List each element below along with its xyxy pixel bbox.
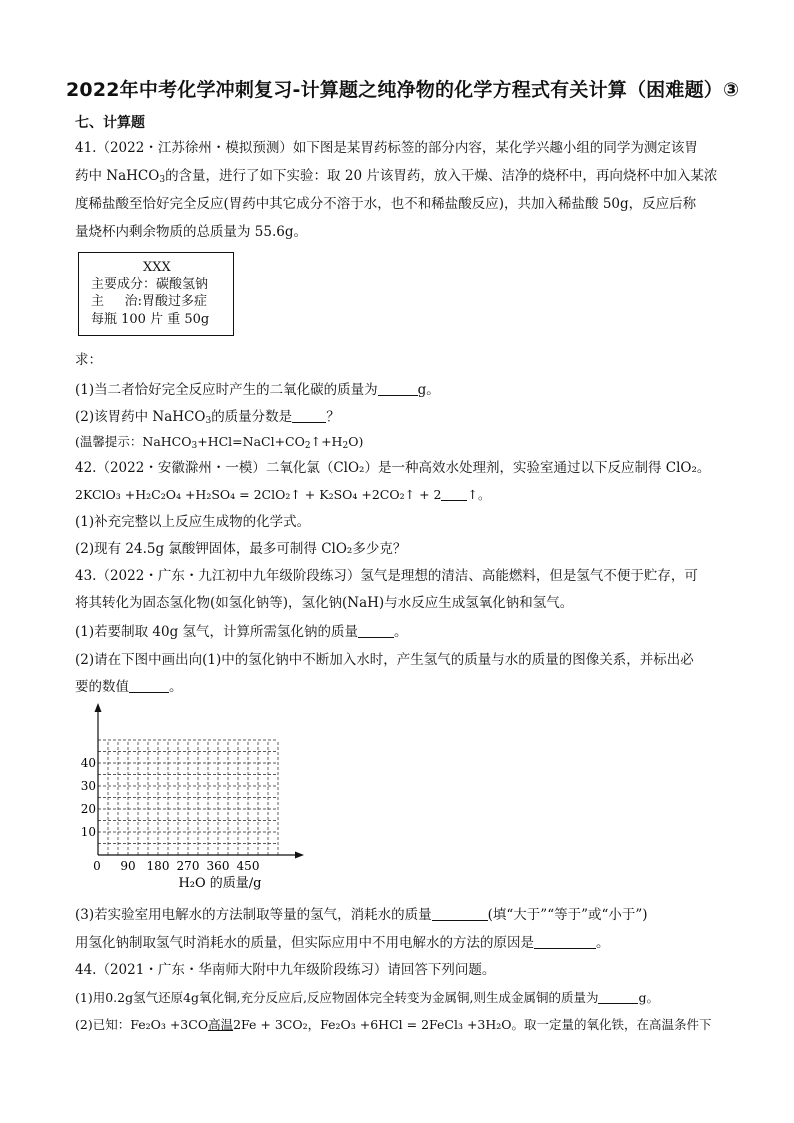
q43-line2: 将其转化为固态氢化物(如氢化钠等)，氢化钠(NaH)与水反应生成氢氧化钠和氢气。 — [75, 595, 574, 611]
answer-blank[interactable] — [129, 678, 169, 693]
x-tick-label: 0 — [93, 859, 101, 873]
q41-line1: 41.（2022・江苏徐州・模拟预测）如下图是某胃药标签的部分内容，某化学兴趣小组的同学为测定该胃 — [75, 140, 698, 156]
q42-part1: (1)补充完整以上反应生成物的化学式。 — [75, 514, 311, 530]
y-tick-label: 20 — [80, 802, 96, 816]
q42-line1: 42.（2022・安徽滁州・一模）二氧化氯（ClO₂）是一种高效水处理剂，实验室通过以下反应制得 ClO₂。 — [75, 460, 711, 476]
x-tick-label: 180 — [146, 859, 170, 873]
q43-part3-line2: 用氢化钠制取氢气时消耗水的质量，但实际应用中不用电解水的方法的原因是 。 — [75, 935, 610, 951]
q41-part2: (2)该胃药中 NaHCO$_3$的质量分数是 ？ — [75, 409, 340, 426]
y-tick-label: 30 — [80, 779, 96, 793]
q42-equation: 2KClO₃ +H₂C₂O₄ +H₂SO₄ = 2ClO₂↑ + K₂SO₄ +2CO₂↑ + 2 ↑。 — [75, 487, 491, 502]
q43-part2-line1: (2)请在下图中画出向(1)中的氢化钠中不断加入水时，产生氢气的质量与水的质量的图像关系，并标出必 — [75, 652, 694, 668]
x-tick-label: 360 — [206, 859, 230, 873]
answer-blank[interactable] — [292, 408, 326, 423]
q41-line2: 药中 NaHCO$_3$的含量，进行了如下实验：取 20 片该胃药，放入干燥、洁净的烧杯中，再向烧杯中加入某浓 — [75, 168, 718, 185]
answer-blank[interactable] — [534, 934, 596, 949]
q44-line1: 44.（2021・广东・华南师大附中九年级阶段练习）请回答下列问题。 — [75, 962, 496, 978]
q44-part1: (1)用0.2g氢气还原4g氧化铜,充分反应后,反应物固体完全转变为金属铜,则生成金属铜的质量为 g。 — [75, 990, 659, 1005]
x-axis-arrow-icon — [295, 852, 304, 859]
chart-grid — [98, 740, 278, 855]
q42-part2: (2)现有 24.5g 氯酸钾固体，最多可制得 ClO₂多少克？ — [75, 541, 407, 557]
q41-part1: (1)当二者恰好完全反应时产生的二氧化碳的质量为 g。 — [75, 382, 440, 398]
answer-blank[interactable] — [441, 486, 467, 501]
label-indication: 主 治:胃酸过多症 — [91, 294, 208, 309]
answer-blank[interactable] — [358, 623, 394, 638]
answer-blank[interactable] — [432, 906, 488, 921]
q41-tip: (温馨提示：$NaHCO_3+HCl=NaCl+CO_2↑+H_2O$) — [75, 434, 364, 451]
q44-part2: (2)已知：Fe₂O₃ +3CO高温2Fe + 3CO₂，Fe₂O₃ +6HCl = 2FeCl₃ +3H₂O。取一定量的氧化铁，在高温条件下 — [75, 1017, 712, 1032]
section-heading: 七、计算题 — [75, 115, 145, 131]
q41-line3: 度稀盐酸至恰好完全反应(胃药中其它成分不溶于水，也不和稀盐酸反应)，共加入稀盐酸 50g，反应后称 — [75, 196, 697, 212]
q41-ask: 求： — [75, 352, 102, 368]
label-title: XXX — [143, 260, 171, 275]
q43-line1: 43.（2022・广东・九江初中九年级阶段练习）氢气是理想的清洁、高能燃料，但是氢气不便于贮存，可 — [75, 568, 698, 584]
label-package: 每瓶 100 片 重 50g — [91, 312, 210, 327]
q41-line4: 量烧杯内剩余物质的总质量为 55.6g。 — [75, 224, 307, 240]
x-axis-label: H₂O 的质量/g — [178, 876, 262, 891]
x-tick-label: 450 — [236, 859, 260, 873]
q43-part1: (1)若要制取 40g 氢气，计算所需氢化钠的质量 。 — [75, 624, 408, 640]
q43-part3-line1: (3)若实验室用电解水的方法制取等量的氢气，消耗水的质量 (填“大于”“等于”或“小于”) — [75, 907, 648, 923]
x-tick-label: 90 — [120, 859, 136, 873]
hydrogen-water-graph — [72, 700, 322, 895]
page-title: 2022年中考化学冲刺复习-计算题之纯净物的化学方程式有关计算（困难题）③ — [66, 79, 740, 101]
y-axis-arrow-icon — [95, 703, 102, 712]
label-ingredient: 主要成分：碳酸氢钠 — [91, 277, 209, 292]
medicine-label-box — [78, 252, 234, 336]
answer-blank[interactable] — [598, 989, 638, 1004]
answer-blank[interactable] — [378, 381, 418, 396]
q43-part2-line2: 要的数值 。 — [75, 679, 183, 695]
x-tick-label: 270 — [176, 859, 200, 873]
y-tick-label: 40 — [80, 756, 96, 770]
y-tick-label: 10 — [80, 825, 96, 839]
